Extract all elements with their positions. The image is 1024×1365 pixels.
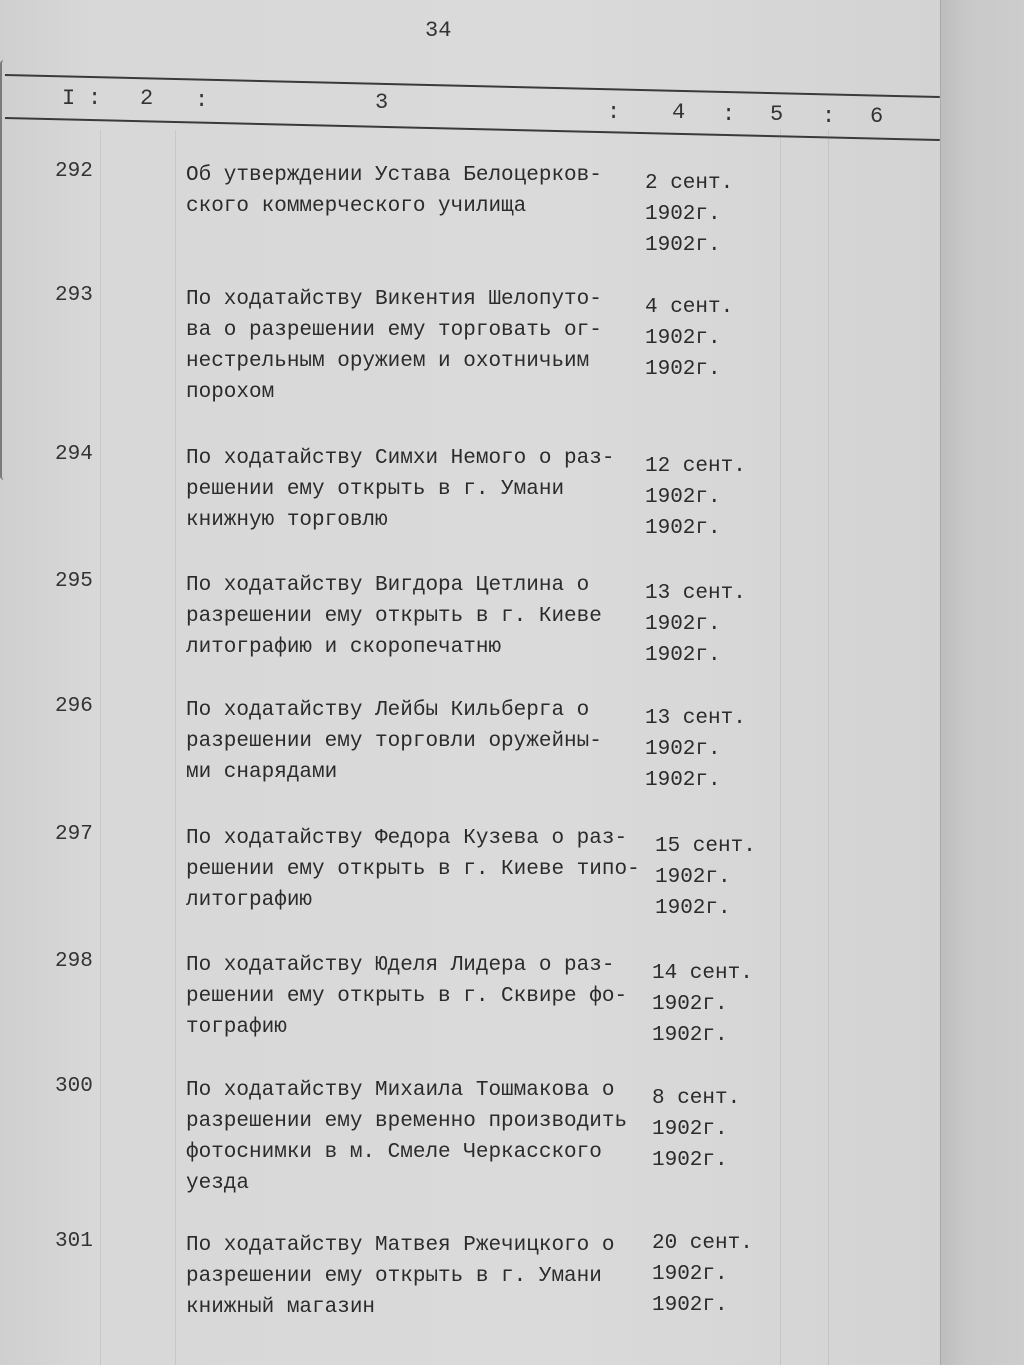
text-line: По ходатайству Юделя Лидера о раз- xyxy=(186,954,615,977)
column-separator: : xyxy=(195,88,209,113)
entry-number: 292 xyxy=(55,160,93,183)
text-line: литографию и скоропечатню xyxy=(186,636,502,659)
column-line xyxy=(780,130,781,1365)
date-line: 1902г. xyxy=(652,1149,728,1172)
text-line: По ходатайству Лейбы Кильберга о xyxy=(186,699,590,722)
page-number: 34 xyxy=(425,18,452,43)
date-line: 1902г. xyxy=(645,517,721,540)
date-line: 1902г. xyxy=(652,1118,728,1141)
entry-number: 294 xyxy=(55,443,93,466)
column-separator: : xyxy=(88,86,102,111)
entry-date xyxy=(645,578,746,671)
column-header-6: 6 xyxy=(870,104,884,129)
entry-description xyxy=(186,1230,614,1323)
date-line: 4 сент. xyxy=(645,296,734,319)
text-line: литографию xyxy=(186,889,313,912)
date-line: 13 сент. xyxy=(645,707,746,730)
date-line: 1902г. xyxy=(652,1294,728,1317)
text-line: По ходатайству Вигдора Цетлина о xyxy=(186,574,590,597)
date-line: 14 сент. xyxy=(652,962,753,985)
text-line: книжную торговлю xyxy=(186,509,388,532)
entry-number: 297 xyxy=(55,823,93,846)
entry-number: 298 xyxy=(55,950,93,973)
column-header-5: 5 xyxy=(770,102,784,127)
entry-date xyxy=(645,451,746,544)
entry-description xyxy=(186,570,602,663)
date-line: 20 сент. xyxy=(652,1232,753,1255)
column-line xyxy=(175,130,176,1365)
column-header-4: 4 xyxy=(672,100,686,125)
entry-description xyxy=(186,950,627,1043)
text-line: ми снарядами xyxy=(186,761,338,784)
date-line: 1902г. xyxy=(645,769,721,792)
date-line: 1902г. xyxy=(655,866,731,889)
column-separator: : xyxy=(822,104,836,129)
text-line: решении ему открыть в г. Сквире фо- xyxy=(186,985,628,1008)
date-line: 1902г. xyxy=(645,644,721,667)
text-line: Об утверждении Устава Белоцерков- xyxy=(186,164,602,187)
text-line: решении ему открыть в г. Умани xyxy=(186,478,565,501)
text-line: разрешении ему открыть в г. Киеве xyxy=(186,605,602,628)
date-line: 1902г. xyxy=(652,993,728,1016)
column-line xyxy=(828,130,829,1365)
text-line: разрешении ему торговли оружейны- xyxy=(186,730,602,753)
entry-number: 300 xyxy=(55,1075,93,1098)
text-line: порохом xyxy=(186,381,275,404)
date-line: 1902г. xyxy=(645,234,721,257)
entry-number: 301 xyxy=(55,1230,93,1253)
entry-date xyxy=(655,831,756,924)
column-header-3: 3 xyxy=(375,90,389,115)
text-line: нестрельным оружием и охотничьим xyxy=(186,350,590,373)
entry-description xyxy=(186,284,602,408)
text-line: По ходатайству Матвея Ржечицкого о xyxy=(186,1234,615,1257)
text-line: По ходатайству Викентия Шелопуто- xyxy=(186,288,602,311)
date-line: 1902г. xyxy=(652,1024,728,1047)
text-line: разрешении ему открыть в г. Умани xyxy=(186,1265,602,1288)
date-line: 8 сент. xyxy=(652,1087,741,1110)
entry-description xyxy=(186,443,614,536)
entry-description xyxy=(186,160,602,222)
entry-description xyxy=(186,823,640,916)
entry-number: 295 xyxy=(55,570,93,593)
text-line: По ходатайству Михаила Тошмакова о xyxy=(186,1079,615,1102)
entry-number: 293 xyxy=(55,284,93,307)
text-line: По ходатайству Симхи Немого о раз- xyxy=(186,447,615,470)
date-line: 15 сент. xyxy=(655,835,756,858)
column-line xyxy=(100,130,101,1365)
page-edge-shadow xyxy=(940,0,1024,1365)
date-line: 12 сент. xyxy=(645,455,746,478)
date-line: 1902г. xyxy=(645,486,721,509)
text-line: уезда xyxy=(186,1172,250,1195)
text-line: тографию xyxy=(186,1016,287,1039)
text-line: По ходатайству Федора Кузева о раз- xyxy=(186,827,628,850)
entry-description xyxy=(186,1075,627,1199)
text-line: фотоснимки в м. Смеле Черкасского xyxy=(186,1141,602,1164)
date-line: 13 сент. xyxy=(645,582,746,605)
entry-number: 296 xyxy=(55,695,93,718)
text-line: разрешении ему временно производить xyxy=(186,1110,628,1133)
date-line: 1902г. xyxy=(645,203,721,226)
entry-description xyxy=(186,695,602,788)
binding-edge xyxy=(0,60,10,480)
entry-date xyxy=(652,1083,740,1176)
entry-date xyxy=(645,703,746,796)
date-line: 1902г. xyxy=(645,613,721,636)
date-line: 1902г. xyxy=(652,1263,728,1286)
entry-date xyxy=(652,958,753,1051)
text-line: ва о разрешении ему торговать ог- xyxy=(186,319,602,342)
text-line: книжный магазин xyxy=(186,1296,376,1319)
text-line: ского коммерческого училища xyxy=(186,195,527,218)
date-line: 1902г. xyxy=(655,897,731,920)
entry-date xyxy=(645,168,733,261)
date-line: 1902г. xyxy=(645,738,721,761)
entry-date xyxy=(652,1228,753,1321)
column-header-1: I xyxy=(62,86,76,111)
column-separator: : xyxy=(607,100,621,125)
date-line: 1902г. xyxy=(645,327,721,350)
text-line: решении ему открыть в г. Киеве типо- xyxy=(186,858,640,881)
date-line: 2 сент. xyxy=(645,172,734,195)
date-line: 1902г. xyxy=(645,358,721,381)
column-header-2: 2 xyxy=(140,86,154,111)
entry-date xyxy=(645,292,733,385)
column-separator: : xyxy=(722,102,736,127)
